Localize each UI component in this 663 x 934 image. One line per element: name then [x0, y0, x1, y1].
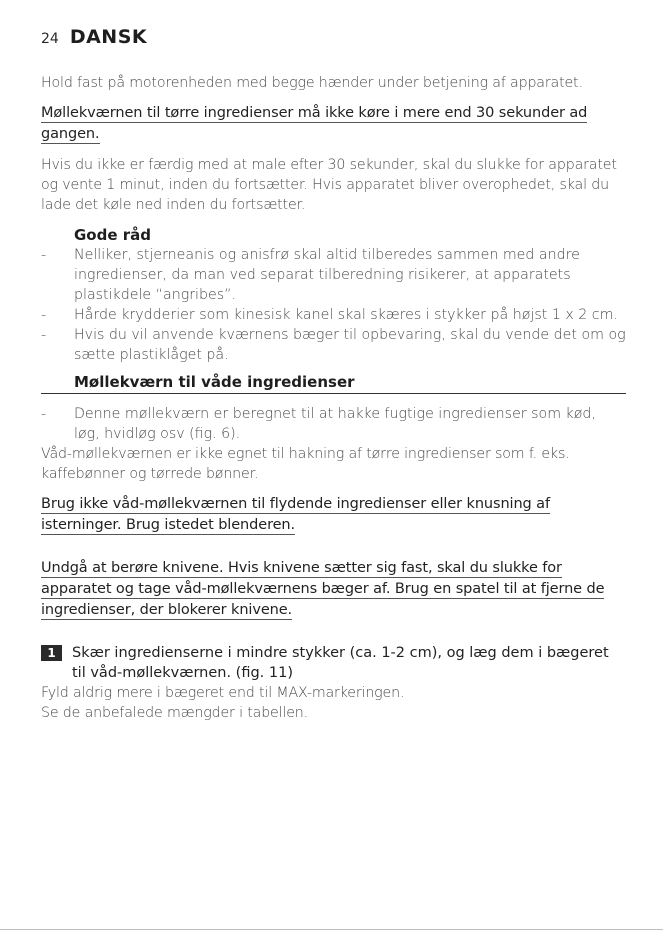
page-header	[41, 26, 147, 48]
wet-mill-list	[41, 404, 626, 444]
overheat-paragraph: Hvis du ikke er færdig med at male efter 30 sekunder, skal du slukke for apparatet og vente 1 minut, inden du fortsætter. Hvis apparatet bliver overophedet, skal du lade det køle ned inden du fortsætter.	[41, 157, 617, 213]
bullet-dash: -	[41, 307, 47, 323]
bullet-dash: -	[41, 406, 47, 422]
step-text: Skær ingredienserne i mindre stykker (ca. 1-2 cm), og læg dem i bægeret til våd-møllekværnen. (fig. 11)	[72, 645, 609, 681]
list-item-text: Hårde krydderier som kinesisk kanel skal skæres i stykker på højst 1 x 2 cm.	[74, 307, 618, 323]
list-item	[41, 305, 626, 325]
intro-paragraph: Hold fast på motorenheden med begge hænder under betjening af apparatet.	[41, 75, 583, 91]
bullet-dash: -	[41, 247, 47, 263]
warning-blades-text: Undgå at berøre knivene. Hvis knivene sætter sig fast, skal du slukke for apparatet og tage våd-møllekværnens bæger af. Brug en spatel til at fjerne de ingredienser, der blokerer knivene.	[41, 560, 605, 618]
list-item	[41, 245, 626, 305]
tips-list	[41, 245, 626, 365]
step-1	[41, 643, 626, 683]
warning-blades	[41, 558, 626, 621]
bullet-dash: -	[41, 327, 47, 343]
list-item-text: Denne møllekværn er beregnet til at hakke fugtige ingredienser som kød, løg, hvidløg osv (fig. 6).	[74, 406, 596, 442]
list-item	[41, 325, 626, 365]
tips-heading: Gode råd	[74, 226, 152, 244]
page-number: 24	[41, 31, 59, 47]
list-item-text: Nelliker, stjerneanis og anisfrø skal altid tilberedes sammen med andre ingredienser, da man ved separat tilberedning risikerer, at apparatets plastikdele “angribes”.	[74, 247, 580, 303]
page-content	[41, 73, 626, 723]
bottom-divider	[0, 929, 663, 930]
wet-mill-note: Våd-møllekværnen er ikke egnet til hakning af tørre ingredienser som f. eks. kaffebønner og tørrede bønner.	[41, 446, 570, 482]
step-number-badge: 1	[41, 645, 62, 661]
language-title: DANSK	[69, 26, 148, 48]
table-note: Se de anbefalede mængder i tabellen.	[41, 705, 309, 721]
list-item	[41, 404, 626, 444]
fill-note: Fyld aldrig mere i bægeret end til MAX-markeringen.	[41, 685, 405, 701]
wet-mill-heading: Møllekværn til våde ingredienser	[41, 371, 626, 394]
warning-dry-mill	[41, 103, 626, 145]
warning-liquids	[41, 494, 626, 536]
warning-dry-mill-text: Møllekværnen til tørre ingredienser må ikke køre i mere end 30 sekunder ad gangen.	[41, 105, 588, 142]
warning-liquids-text: Brug ikke våd-møllekværnen til flydende ingredienser eller knusning af isterninger. Brug istedet blenderen.	[41, 496, 550, 533]
list-item-text: Hvis du vil anvende kværnens bæger til opbevaring, skal du vende det om og sætte plastiklåget på.	[74, 327, 626, 363]
